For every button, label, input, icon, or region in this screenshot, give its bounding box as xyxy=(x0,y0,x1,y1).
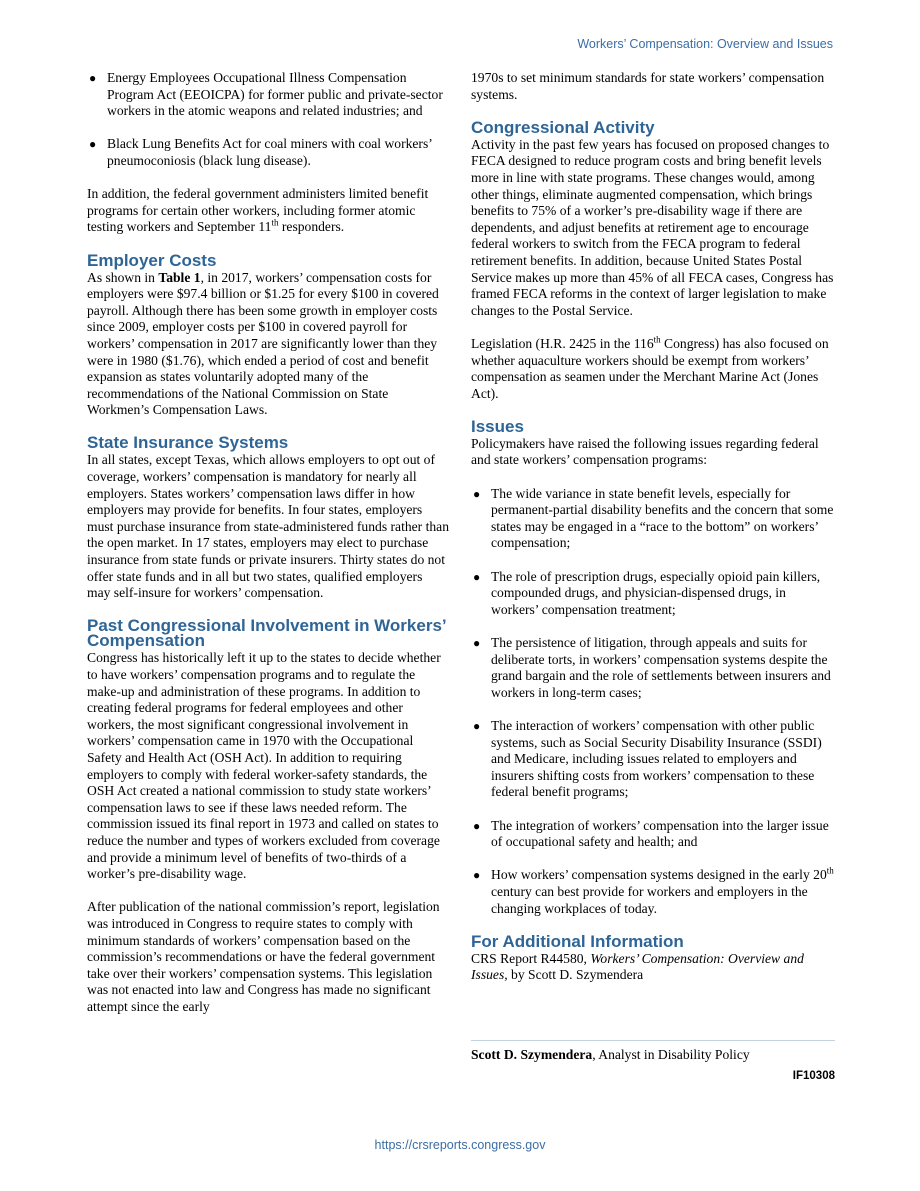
list-item: ● How workers’ compensation systems designed in the early 20th century can best provide for workers and employers in the changing workplaces of today. xyxy=(473,865,834,916)
bullet-icon: ● xyxy=(473,868,481,883)
program-bullet-list xyxy=(87,70,449,170)
past-involvement-paragraph-1: Congress has historically left it up to the states to decide whether to have workers’ compensation programs and to regulate the make-up and administration of these programs. In addition to creating federal programs for federal employees and other workers, the most significant congressional involvement in workers’ compensation came in 1970 with the Occupational Safety and Health Act (OSH Act). In addition to requiring employers to comply with federal worker-safety standards, the OSH Act created a national commission to study state workers’ compensation laws to see if these laws needed reform. The commission issued its final report in 1973 and called on states to reduce the number and types of workers excluded from coverage and provide a minimum level of benefits of two-thirds of a worker’s pre-disability wage. xyxy=(87,650,441,882)
bullet-icon: ● xyxy=(89,71,97,85)
author-divider xyxy=(471,1040,835,1041)
footer-url-link[interactable]: https://crsreports.congress.gov xyxy=(374,1138,546,1152)
table-reference: Table 1 xyxy=(158,269,201,285)
additional-info-heading: For Additional Information xyxy=(471,931,684,951)
list-item: ● Black Lung Benefits Act for coal miners with coal workers’ pneumoconiosis (black lung disease). xyxy=(89,136,432,168)
bullet-icon: ● xyxy=(473,818,481,833)
employer-costs-heading: Employer Costs xyxy=(87,250,217,270)
list-item: ● The integration of workers’ compensation into the larger issue of occupational safety and health; and xyxy=(473,817,829,850)
author-title: , Analyst in Disability Policy xyxy=(592,1047,750,1063)
issues-intro: Policymakers have raised the following issues regarding federal and state workers’ compensation programs: xyxy=(471,435,819,468)
congressional-activity-paragraph-2: Legislation (H.R. 2425 in the 116th Congress) has also focused on whether aquaculture workers should be exempt from workers’ compensation as seamen under the Merchant Marine Act (Jones Act). xyxy=(471,334,829,401)
list-item: ● The persistence of litigation, through appeals and suits for deliberate torts, in workers’ compensation systems despite the grand bargain and the role of settlements between insurers and workers in long-term cases; xyxy=(473,635,831,700)
left-column xyxy=(87,70,449,1032)
additional-info-paragraph: CRS Report R44580, Workers’ Compensation: Overview and Issues, by Scott D. Szymendera xyxy=(471,950,804,983)
state-insurance-heading: State Insurance Systems xyxy=(87,433,289,453)
intro-paragraph: In addition, the federal government administers limited benefit programs for certain other workers, including former atomic testing workers and September 11th responders. xyxy=(87,186,429,235)
list-item: ● Energy Employees Occupational Illness Compensation Program Act (EEOICPA) for former public and private-sector workers in the atomic weapons and related industries; and xyxy=(89,70,443,119)
bullet-icon: ● xyxy=(473,718,481,733)
list-item: ● The wide variance in state benefit levels, especially for permanent-partial disability benefits and the concern that some states may be engaged in a “race to the bottom” on workers’ compensation; xyxy=(473,485,834,551)
employer-costs-paragraph: As shown in Table 1, in 2017, workers’ compensation costs for employers were $97.4 billion or $1.25 for every $100 in covered payroll. Although there has been some growth in employer costs since 2009, employer costs per $100 in covered payroll for workers’ compensation in 2017 are significantly lower than they were in 1980 ($1.76), which ended a period of cost and benefit expansion as states voluntarily adopted many of the recommendations of the National Commission on State Workmen’s Compensation Laws. xyxy=(87,269,439,418)
report-title: Workers’ Compensation: Overview and Issues xyxy=(471,950,804,983)
bullet-icon: ● xyxy=(473,569,481,584)
author-line xyxy=(471,1047,835,1064)
past-involvement-heading: Past Congressional Involvement in Workers’ Compensation xyxy=(87,616,446,651)
product-code: IF10308 xyxy=(792,1070,835,1083)
bullet-icon: ● xyxy=(473,636,481,650)
congressional-activity-heading: Congressional Activity xyxy=(471,117,655,137)
right-column xyxy=(471,70,835,1085)
author-name: Scott D. Szymendera xyxy=(471,1047,593,1063)
bullet-icon: ● xyxy=(89,137,97,152)
state-insurance-paragraph: In all states, except Texas, which allows employers to opt out of coverage, workers’ compensation is mandatory for nearly all employers. States workers’ compensation laws differ in how employers may provide for benefits. In four states, employers must purchase insurance from state-administered funds rather than the open market. In 17 states, employers may elect to purchase insurance from state funds or private insurers. Thirty states do not offer state funds and in all but two states, qualified employers may self-insure for workers’ compensation. xyxy=(87,452,449,601)
past-involvement-paragraph-2-continued: 1970s to set minimum standards for state workers’ compensation systems. xyxy=(471,70,825,102)
congressional-activity-paragraph-1: Activity in the past few years has focused on proposed changes to FECA designed to reduce program costs and bring benefit levels more in line with state programs. These changes would, among other things, eliminate augmented compensation, which brings benefits to 75% of a worker’s pre-disability wage if there are dependents, and adjust benefits at retirement age to encourage federal workers to switch from the FECA program to federal retirement benefits. In addition, because United States Postal Service makes up more than 45% of all FECA cases, Congress has framed FECA reforms in the context of larger legislation to make changes to the Postal Service. xyxy=(471,136,834,318)
issues-bullet-list xyxy=(471,486,835,917)
past-involvement-paragraph-2: After publication of the national commission’s report, legislation was introduced in Congress to require states to comply with minimum standards of workers’ compensation based on the commission’s recommendations or have the federal government take over their workers’ compensation systems. This legislation was not enacted into law and Congress has made no significant attempt since the early xyxy=(87,899,440,1014)
issues-heading: Issues xyxy=(471,416,524,436)
running-title: Workers’ Compensation: Overview and Issues xyxy=(577,37,833,51)
bullet-icon: ● xyxy=(473,486,481,501)
list-item: ● The role of prescription drugs, especially opioid pain killers, compounded drugs, and physician-dispensed drugs, in workers’ compensation treatment; xyxy=(473,568,821,617)
list-item: ● The interaction of workers’ compensation with other public systems, such as Social Security Disability Insurance (SSDI) and Medicare, including issues related to employers and insurers shifting costs from workers’ compensation to these federal benefit programs; xyxy=(473,717,822,800)
